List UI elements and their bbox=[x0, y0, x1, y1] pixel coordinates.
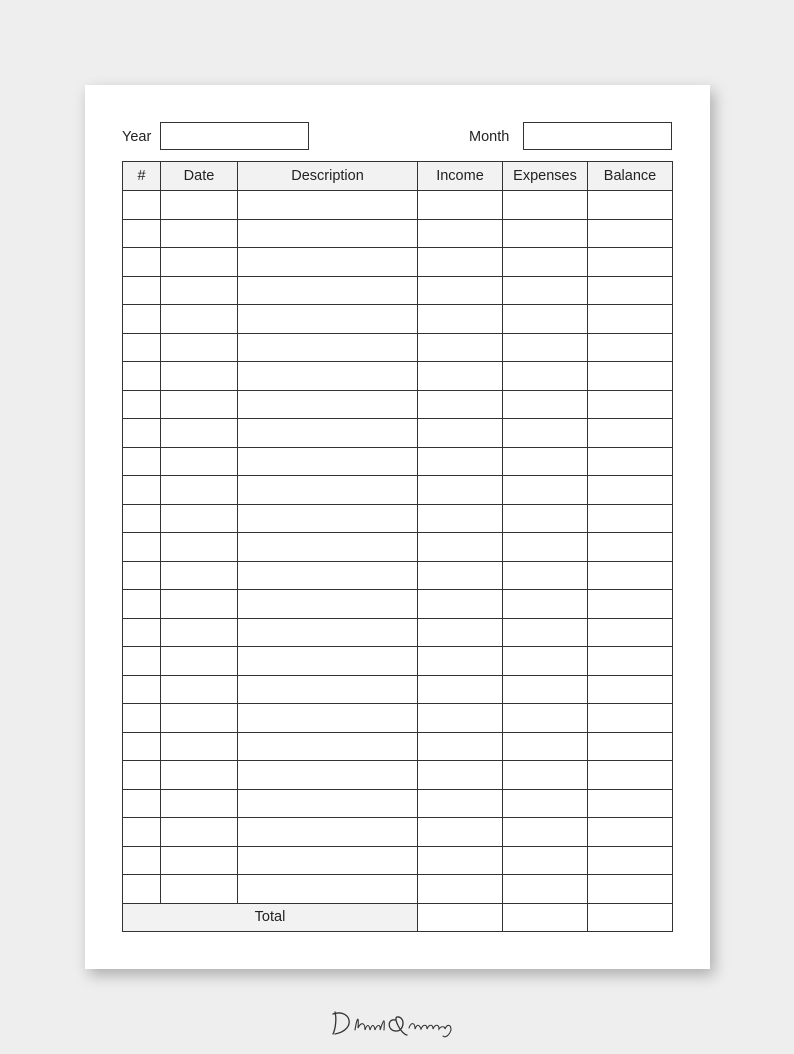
table-cell[interactable] bbox=[588, 333, 673, 362]
table-cell[interactable] bbox=[418, 561, 503, 590]
table-cell[interactable] bbox=[123, 618, 161, 647]
table-cell[interactable] bbox=[123, 219, 161, 248]
table-cell[interactable] bbox=[503, 618, 588, 647]
table-cell[interactable] bbox=[123, 761, 161, 790]
table-cell[interactable] bbox=[123, 447, 161, 476]
table-cell[interactable] bbox=[503, 219, 588, 248]
table-cell[interactable] bbox=[161, 732, 238, 761]
table-header-row bbox=[123, 162, 673, 191]
table-cell[interactable] bbox=[588, 305, 673, 334]
table-cell[interactable] bbox=[503, 590, 588, 619]
table-cell[interactable] bbox=[588, 362, 673, 391]
table-cell[interactable] bbox=[123, 362, 161, 391]
table-cell[interactable] bbox=[161, 419, 238, 448]
table-cell[interactable] bbox=[503, 248, 588, 277]
table-cell[interactable] bbox=[418, 191, 503, 220]
table-cell[interactable] bbox=[238, 219, 418, 248]
table-row bbox=[123, 675, 673, 704]
table-cell[interactable] bbox=[238, 191, 418, 220]
table-cell[interactable] bbox=[418, 476, 503, 505]
table-cell[interactable] bbox=[161, 761, 238, 790]
table-row bbox=[123, 618, 673, 647]
table-row bbox=[123, 761, 673, 790]
table-cell[interactable] bbox=[123, 846, 161, 875]
table-cell[interactable] bbox=[418, 419, 503, 448]
table-cell[interactable] bbox=[123, 818, 161, 847]
table-cell[interactable] bbox=[503, 333, 588, 362]
table-cell[interactable] bbox=[123, 704, 161, 733]
table-cell[interactable] bbox=[588, 191, 673, 220]
table-cell[interactable] bbox=[161, 818, 238, 847]
table-cell[interactable] bbox=[418, 390, 503, 419]
table-cell[interactable] bbox=[123, 533, 161, 562]
ledger-body bbox=[123, 191, 673, 904]
table-cell[interactable] bbox=[238, 704, 418, 733]
table-cell[interactable] bbox=[123, 675, 161, 704]
table-cell[interactable] bbox=[123, 561, 161, 590]
table-cell[interactable] bbox=[418, 305, 503, 334]
table-cell[interactable] bbox=[123, 875, 161, 904]
table-cell[interactable] bbox=[588, 504, 673, 533]
column-header-date: Date bbox=[161, 162, 238, 191]
table-row bbox=[123, 704, 673, 733]
month-label: Month bbox=[469, 129, 510, 145]
table-cell[interactable] bbox=[588, 846, 673, 875]
table-cell[interactable] bbox=[588, 419, 673, 448]
table-cell[interactable] bbox=[123, 333, 161, 362]
table-cell[interactable] bbox=[503, 732, 588, 761]
total-expenses-cell[interactable] bbox=[503, 903, 588, 931]
table-cell[interactable] bbox=[161, 590, 238, 619]
table-cell[interactable] bbox=[503, 504, 588, 533]
table-cell[interactable] bbox=[238, 504, 418, 533]
table-cell[interactable] bbox=[418, 504, 503, 533]
table-row bbox=[123, 846, 673, 875]
table-cell[interactable] bbox=[238, 761, 418, 790]
table-cell[interactable] bbox=[123, 390, 161, 419]
table-cell[interactable] bbox=[503, 704, 588, 733]
ledger-sheet bbox=[85, 85, 710, 969]
table-cell[interactable] bbox=[588, 447, 673, 476]
year-label: Year bbox=[122, 129, 152, 145]
table-cell[interactable] bbox=[418, 704, 503, 733]
table-cell[interactable] bbox=[418, 447, 503, 476]
table-row bbox=[123, 533, 673, 562]
table-cell[interactable] bbox=[503, 419, 588, 448]
table-cell[interactable] bbox=[238, 476, 418, 505]
table-cell[interactable] bbox=[418, 846, 503, 875]
total-income-cell[interactable] bbox=[418, 903, 503, 931]
table-cell[interactable] bbox=[161, 875, 238, 904]
table-cell[interactable] bbox=[503, 447, 588, 476]
table-cell[interactable] bbox=[418, 618, 503, 647]
table-row bbox=[123, 447, 673, 476]
table-cell[interactable] bbox=[418, 647, 503, 676]
column-header-number: # bbox=[123, 162, 161, 191]
table-cell[interactable] bbox=[238, 362, 418, 391]
table-cell[interactable] bbox=[123, 647, 161, 676]
table-cell[interactable] bbox=[503, 305, 588, 334]
table-cell[interactable] bbox=[588, 675, 673, 704]
table-cell[interactable] bbox=[161, 675, 238, 704]
table-cell[interactable] bbox=[238, 647, 418, 676]
table-cell[interactable] bbox=[588, 761, 673, 790]
year-field[interactable] bbox=[160, 122, 309, 150]
table-cell[interactable] bbox=[238, 675, 418, 704]
table-cell[interactable] bbox=[161, 305, 238, 334]
month-field[interactable] bbox=[523, 122, 672, 150]
table-cell[interactable] bbox=[123, 248, 161, 277]
table-cell[interactable] bbox=[161, 219, 238, 248]
table-cell[interactable] bbox=[161, 647, 238, 676]
table-cell[interactable] bbox=[238, 447, 418, 476]
table-cell[interactable] bbox=[123, 504, 161, 533]
table-cell[interactable] bbox=[418, 533, 503, 562]
table-cell[interactable] bbox=[418, 219, 503, 248]
table-cell[interactable] bbox=[418, 362, 503, 391]
table-row bbox=[123, 276, 673, 305]
table-cell[interactable] bbox=[418, 789, 503, 818]
table-cell[interactable] bbox=[238, 305, 418, 334]
table-cell[interactable] bbox=[503, 789, 588, 818]
column-header-income: Income bbox=[418, 162, 503, 191]
table-cell[interactable] bbox=[588, 618, 673, 647]
table-cell[interactable] bbox=[418, 590, 503, 619]
table-cell[interactable] bbox=[503, 362, 588, 391]
table-cell[interactable] bbox=[588, 390, 673, 419]
table-cell[interactable] bbox=[123, 191, 161, 220]
table-cell[interactable] bbox=[123, 789, 161, 818]
table-cell[interactable] bbox=[418, 818, 503, 847]
table-cell[interactable] bbox=[238, 390, 418, 419]
table-cell[interactable] bbox=[588, 590, 673, 619]
table-cell[interactable] bbox=[238, 846, 418, 875]
table-cell[interactable] bbox=[418, 333, 503, 362]
table-cell[interactable] bbox=[123, 732, 161, 761]
table-row bbox=[123, 305, 673, 334]
total-balance-cell[interactable] bbox=[588, 903, 673, 931]
table-row bbox=[123, 647, 673, 676]
table-row bbox=[123, 875, 673, 904]
table-cell[interactable] bbox=[503, 561, 588, 590]
table-cell[interactable] bbox=[503, 533, 588, 562]
table-cell[interactable] bbox=[418, 732, 503, 761]
table-cell[interactable] bbox=[238, 732, 418, 761]
table-cell[interactable] bbox=[503, 647, 588, 676]
table-cell[interactable] bbox=[161, 846, 238, 875]
table-cell[interactable] bbox=[418, 276, 503, 305]
table-cell[interactable] bbox=[588, 732, 673, 761]
table-cell[interactable] bbox=[161, 504, 238, 533]
table-cell[interactable] bbox=[588, 647, 673, 676]
table-cell[interactable] bbox=[503, 875, 588, 904]
table-cell[interactable] bbox=[503, 390, 588, 419]
table-cell[interactable] bbox=[238, 561, 418, 590]
table-cell[interactable] bbox=[161, 447, 238, 476]
table-cell[interactable] bbox=[503, 761, 588, 790]
table-cell[interactable] bbox=[503, 191, 588, 220]
table-row bbox=[123, 590, 673, 619]
table-row bbox=[123, 789, 673, 818]
table-cell[interactable] bbox=[588, 704, 673, 733]
table-row bbox=[123, 504, 673, 533]
total-label: Total bbox=[123, 903, 418, 931]
table-row bbox=[123, 818, 673, 847]
table-cell[interactable] bbox=[238, 419, 418, 448]
table-cell[interactable] bbox=[161, 704, 238, 733]
table-cell[interactable] bbox=[418, 761, 503, 790]
table-cell[interactable] bbox=[161, 561, 238, 590]
table-cell[interactable] bbox=[503, 818, 588, 847]
table-cell[interactable] bbox=[503, 846, 588, 875]
table-row bbox=[123, 333, 673, 362]
table-cell[interactable] bbox=[588, 875, 673, 904]
table-cell[interactable] bbox=[161, 476, 238, 505]
table-row bbox=[123, 191, 673, 220]
table-cell[interactable] bbox=[588, 818, 673, 847]
table-cell[interactable] bbox=[238, 333, 418, 362]
table-cell[interactable] bbox=[588, 276, 673, 305]
table-cell[interactable] bbox=[588, 561, 673, 590]
total-row bbox=[123, 903, 673, 931]
table-cell[interactable] bbox=[588, 533, 673, 562]
table-cell[interactable] bbox=[588, 789, 673, 818]
table-cell[interactable] bbox=[123, 590, 161, 619]
table-cell[interactable] bbox=[123, 419, 161, 448]
table-cell[interactable] bbox=[238, 875, 418, 904]
table-row bbox=[123, 419, 673, 448]
table-cell[interactable] bbox=[161, 362, 238, 391]
table-cell[interactable] bbox=[161, 789, 238, 818]
table-cell[interactable] bbox=[503, 476, 588, 505]
table-cell[interactable] bbox=[161, 533, 238, 562]
table-cell[interactable] bbox=[588, 476, 673, 505]
table-cell[interactable] bbox=[588, 248, 673, 277]
table-cell[interactable] bbox=[161, 276, 238, 305]
signature-icon bbox=[327, 1004, 467, 1040]
table-cell[interactable] bbox=[161, 191, 238, 220]
table-cell[interactable] bbox=[588, 219, 673, 248]
table-cell[interactable] bbox=[161, 390, 238, 419]
table-cell[interactable] bbox=[123, 476, 161, 505]
table-row bbox=[123, 476, 673, 505]
signature-logo bbox=[0, 1004, 794, 1045]
table-row bbox=[123, 732, 673, 761]
column-header-description: Description bbox=[238, 162, 418, 191]
table-cell[interactable] bbox=[238, 248, 418, 277]
column-header-balance: Balance bbox=[588, 162, 673, 191]
table-cell[interactable] bbox=[123, 305, 161, 334]
table-row bbox=[123, 561, 673, 590]
table-row bbox=[123, 219, 673, 248]
table-cell[interactable] bbox=[238, 533, 418, 562]
table-cell[interactable] bbox=[238, 818, 418, 847]
table-cell[interactable] bbox=[238, 618, 418, 647]
table-row bbox=[123, 390, 673, 419]
table-cell[interactable] bbox=[238, 590, 418, 619]
table-cell[interactable] bbox=[418, 675, 503, 704]
table-cell[interactable] bbox=[418, 875, 503, 904]
table-cell[interactable] bbox=[503, 675, 588, 704]
table-cell[interactable] bbox=[418, 248, 503, 277]
ledger-table bbox=[122, 161, 673, 932]
table-cell[interactable] bbox=[503, 276, 588, 305]
table-cell[interactable] bbox=[161, 333, 238, 362]
table-row bbox=[123, 362, 673, 391]
column-header-expenses: Expenses bbox=[503, 162, 588, 191]
table-row bbox=[123, 248, 673, 277]
table-cell[interactable] bbox=[238, 789, 418, 818]
table-cell[interactable] bbox=[238, 276, 418, 305]
table-cell[interactable] bbox=[161, 618, 238, 647]
table-cell[interactable] bbox=[123, 276, 161, 305]
table-cell[interactable] bbox=[161, 248, 238, 277]
